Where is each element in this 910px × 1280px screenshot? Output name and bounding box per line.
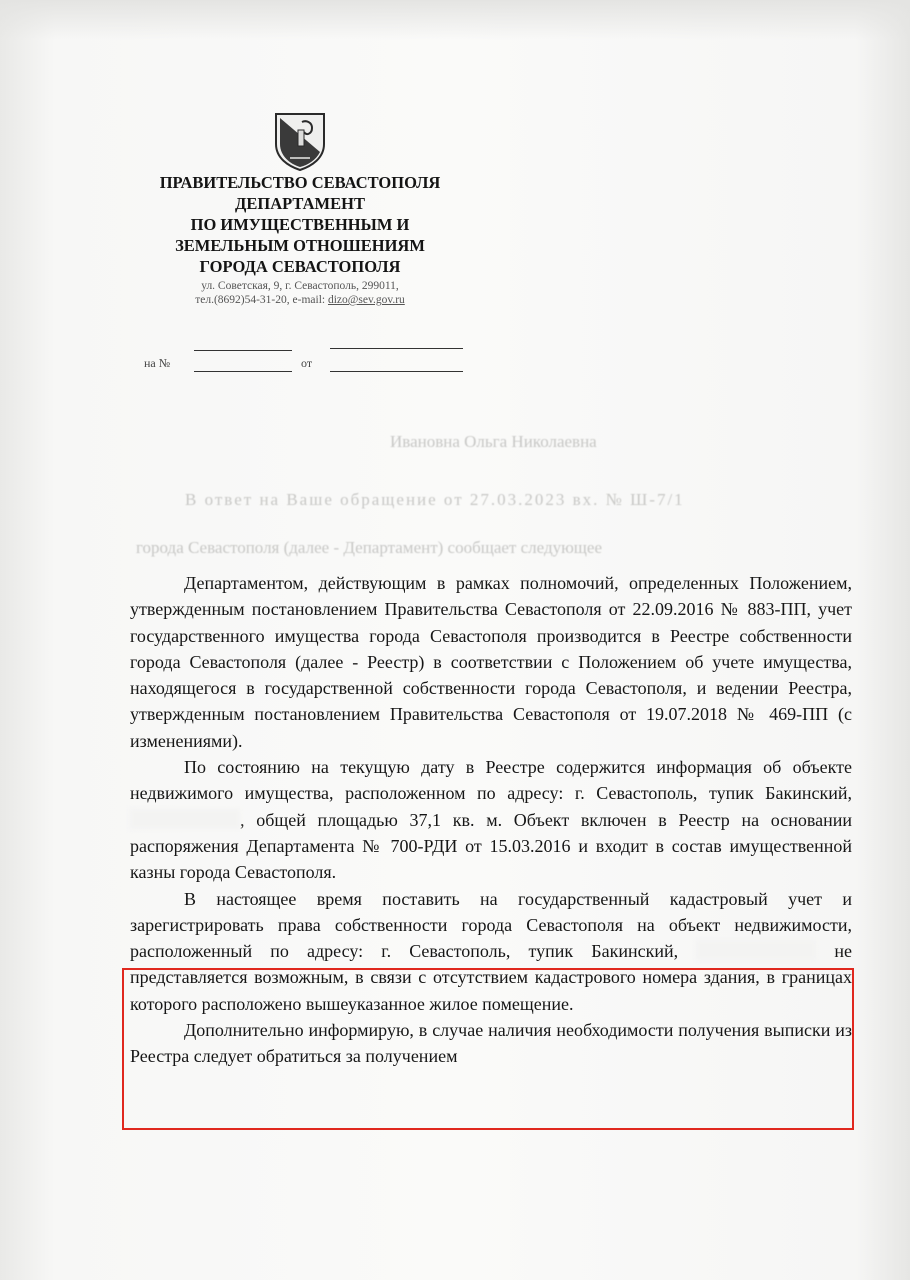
faded-reply-line: города Севастополя (далее - Департамент) сообщает следующее [136, 538, 602, 557]
paragraph-text: , общей площадью 37,1 кв. м. Объект включен в Реестр на основании распоряжения Департамента № 700-РДИ от 15.03.2016 и входит в состав имущественной казны города Севастополя. [130, 809, 852, 883]
ref-date-line-top [330, 348, 463, 349]
red-highlight-frame [122, 968, 854, 1130]
organization-contacts [140, 279, 460, 307]
reference-fields [144, 346, 474, 376]
org-line: ЗЕМЕЛЬНЫМ ОТНОШЕНИЯМ [175, 236, 425, 255]
paragraph: Дополнительно информирую, в случае наличия необходимости получения выписки из Реестра следует обратиться за получением [130, 1020, 852, 1067]
paragraph-text: По состоянию на текущую дату в Реестре содержится информация об объекте недвижимого имущества, расположенном по адресу: г. Севастополь, тупик Бакинский, [130, 757, 852, 804]
redacted-address [696, 940, 816, 960]
ref-date-line [330, 371, 463, 372]
organization-name [140, 172, 460, 277]
faded-recipient-text: Ивановна Ольга Николаевна [390, 432, 597, 451]
org-line: ПО ИМУЩЕСТВЕННЫМ И [190, 215, 410, 234]
org-email: dizo@sev.gov.ru [327, 294, 405, 306]
org-address: ул. Советская, 9, г. Севастополь, 299011, [201, 280, 399, 292]
paragraph: Департаментом, действующим в рамках полномочий, определенных Положением, утвержденным постановлением Правительства Севастополя от 22.09.2016 № 883-ПП, учет государственного имущества города Севастополя производится в Реестре собственности города Севастополя (далее - Реестр) в соответствии с Положением об учете имущества, находящегося в государственной собственности города Севастополя, и ведении Реестра, утвержденным постановлением Правительства Севастополя от 19.07.2018 № 469-ПП (с изменениями). [130, 573, 852, 751]
ref-date-label: от [301, 356, 313, 370]
org-phone: тел.(8692)54-31-20, e-mail: [195, 294, 328, 306]
page-top-shadow [0, 0, 910, 40]
org-phone-email [140, 293, 460, 307]
paragraph-text: не представляется возможным, в связи с отсутствием кадастрового номера здания, в границах которого расположено вышеуказанное жилое помещение. [130, 941, 853, 1014]
org-line: ПРАВИТЕЛЬСТВО СЕВАСТОПОЛЯ [159, 173, 441, 192]
faded-reply-line: В ответ на Ваше обращение от 27.03.2023 вх. № Ш-7/1 [185, 490, 685, 509]
coat-of-arms-icon [272, 108, 328, 172]
paragraph [130, 754, 852, 885]
ref-number-line [194, 371, 292, 372]
ref-number-label: на № [144, 356, 171, 370]
org-line: ГОРОДА СЕВАСТОПОЛЯ [199, 257, 401, 276]
org-line: ДЕПАРТАМЕНТ [235, 194, 365, 213]
ref-number-line-top [194, 350, 292, 351]
redacted-address [130, 809, 240, 829]
paragraph-text: В настоящее время поставить на государственный кадастровый учет и зарегистрировать права собственности города Севастополя на объект недвижимости, расположенный по адресу: г. Севастополь, тупик Бакинский, [130, 888, 852, 962]
